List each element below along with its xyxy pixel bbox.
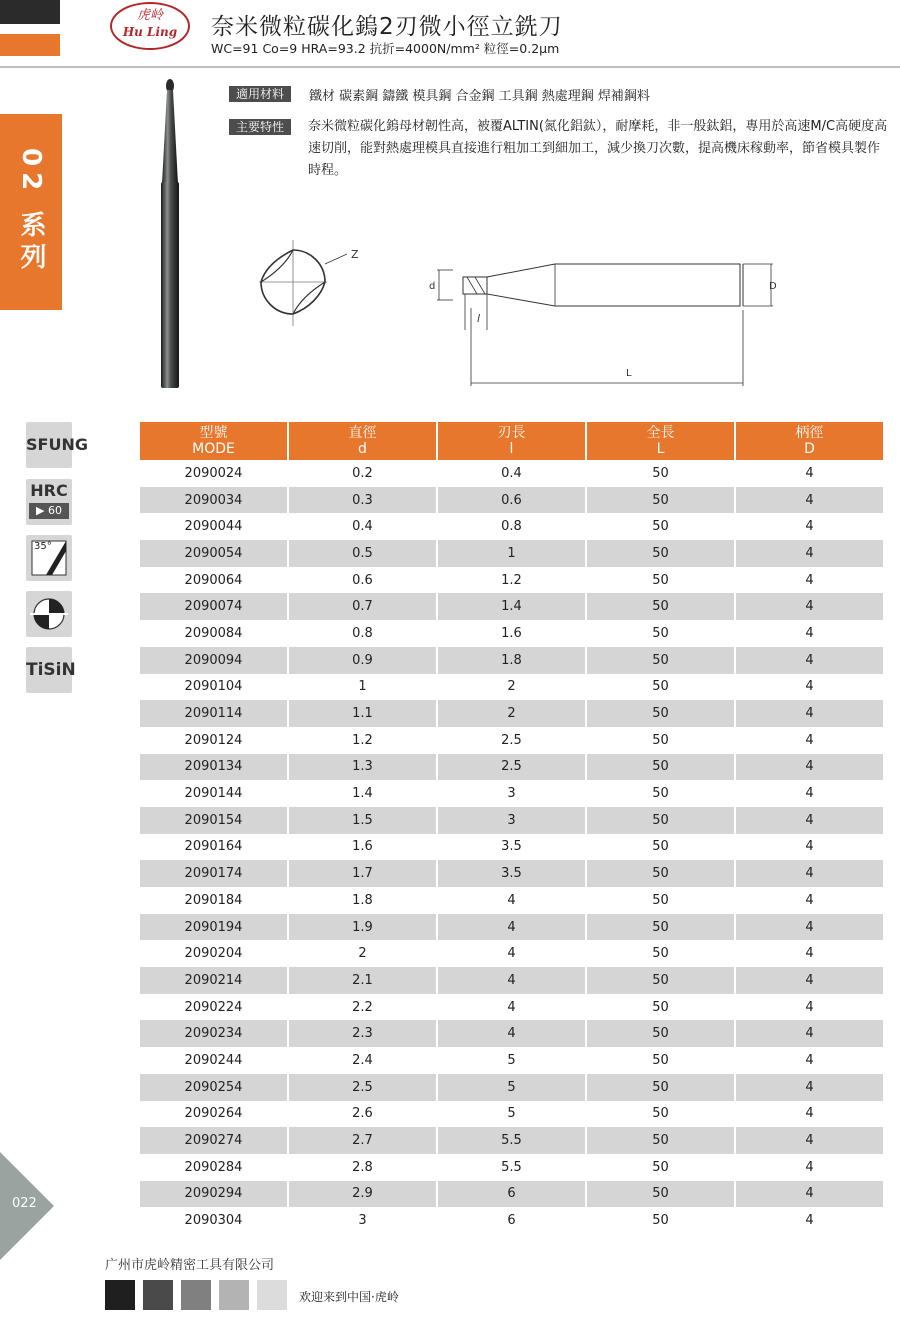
table-cell: 50: [587, 860, 734, 887]
color-swatch: [105, 1280, 135, 1310]
table-cell: 1.3: [289, 754, 436, 781]
table-cell: 50: [652, 465, 669, 481]
table-cell: 4: [736, 807, 883, 834]
table-cell: 1: [438, 540, 585, 567]
table-cell: 3: [438, 807, 585, 834]
table-cell: 50: [587, 914, 734, 941]
table-cell: 50: [652, 892, 669, 908]
table-cell: 5: [507, 1106, 516, 1122]
table-cell: 1.5: [289, 807, 436, 834]
header-dark-bar: [0, 0, 60, 24]
table-cell: 2090294: [140, 1181, 287, 1208]
color-swatch: [219, 1280, 249, 1310]
table-row: [140, 1154, 883, 1181]
table-cell: 3: [358, 1213, 367, 1229]
table-cell: 4: [736, 647, 883, 674]
table-cell: 0.2: [352, 465, 373, 481]
table-row: [140, 700, 883, 727]
table-row: [140, 940, 883, 967]
table-cell: 4: [805, 839, 814, 855]
table-cell: 0.6: [352, 572, 373, 588]
table-cell: 4: [736, 540, 883, 567]
header-divider: [0, 66, 900, 68]
table-cell: 50: [652, 1213, 669, 1229]
table-cell: 4: [507, 892, 516, 908]
table-cell: 4: [736, 1020, 883, 1047]
table-cell: 2090224: [184, 999, 243, 1015]
table-cell: 2090054: [140, 540, 287, 567]
col-header-diameter: 直徑 d: [289, 422, 436, 460]
table-cell: 5: [438, 1074, 585, 1101]
table-row: [140, 593, 883, 620]
table-cell: 50: [652, 732, 669, 748]
table-cell: 4: [736, 914, 883, 941]
table-cell: 2.3: [289, 1020, 436, 1047]
table-cell: 4: [736, 860, 883, 887]
table-cell: 2090234: [140, 1020, 287, 1047]
table-cell: 50: [587, 807, 734, 834]
table-cell: 2090084: [184, 625, 243, 641]
table-cell: 4: [736, 1127, 883, 1154]
table-row: [140, 780, 883, 807]
table-cell: 4: [736, 967, 883, 994]
features-text: 奈米微粒碳化鎢母材韌性高，被覆ALTIN(氮化鋁鈦），耐摩耗，非一般鈦鋁，專用於高速M/C高硬度高速切削，能對熱處理模具直接進行粗加工到細加工，減少換刀次數，提高機床稼動率，節省模具製作時程。: [308, 119, 888, 178]
page-number: 022: [12, 1196, 37, 1211]
table-cell: 0.8: [352, 625, 373, 641]
table-cell: 2090034: [140, 487, 287, 514]
table-cell: 2090214: [140, 967, 287, 994]
table-cell: 2090284: [184, 1159, 243, 1175]
table-row: [140, 1181, 883, 1208]
table-cell: 50: [587, 967, 734, 994]
tisin-coating-icon: TiSiN: [26, 647, 72, 693]
table-cell: 4: [736, 754, 883, 781]
table-cell: 50: [587, 487, 734, 514]
page-title: 奈米微粒碳化鎢2刃微小徑立銑刀: [211, 14, 563, 40]
table-cell: 0.4: [501, 465, 522, 481]
table-row: [140, 674, 883, 701]
table-cell: 1.7: [289, 860, 436, 887]
materials-text: 鐵材 碳素鋼 鑄鐵 模具鋼 合金鋼 工具鋼 熱處理鋼 焊補鋼料: [309, 89, 650, 104]
table-cell: 1.4: [438, 593, 585, 620]
table-row: [140, 860, 883, 887]
end-mill-photo: [150, 74, 200, 394]
table-row: [140, 620, 883, 647]
table-cell: 2090074: [140, 593, 287, 620]
table-row: [140, 1101, 883, 1128]
flute-icon: [26, 591, 72, 637]
table-cell: 4: [805, 572, 814, 588]
col-header-shank-diameter: 柄徑 D: [736, 422, 883, 460]
helix-angle-icon: 35°: [26, 535, 72, 581]
header-orange-bar: [0, 34, 60, 56]
table-row: [140, 1207, 883, 1234]
table-cell: 2.5: [289, 1074, 436, 1101]
table-cell: 2090174: [140, 860, 287, 887]
table-cell: 4: [805, 892, 814, 908]
table-row: [140, 834, 883, 861]
table-cell: 4: [438, 967, 585, 994]
table-cell: 50: [587, 593, 734, 620]
table-cell: 2090044: [184, 519, 243, 535]
table-cell: 2.1: [289, 967, 436, 994]
table-cell: 2090304: [184, 1213, 243, 1229]
table-cell: 4: [736, 1074, 883, 1101]
table-cell: 2090264: [184, 1106, 243, 1122]
welcome-text: 欢迎来到中国·虎岭: [299, 1290, 399, 1304]
table-cell: 50: [587, 647, 734, 674]
table-cell: 4: [438, 914, 585, 941]
table-cell: 4: [805, 946, 814, 962]
color-swatch: [257, 1280, 287, 1310]
table-cell: 5.5: [501, 1159, 522, 1175]
table-row: [140, 727, 883, 754]
table-cell: 2090194: [140, 914, 287, 941]
table-cell: 0.6: [438, 487, 585, 514]
table-cell: 2.7: [289, 1127, 436, 1154]
z-label: Z: [351, 248, 359, 261]
table-row: [140, 1127, 883, 1154]
table-cell: 1.6: [501, 625, 522, 641]
col-header-model: 型號 MODE: [140, 422, 287, 460]
table-cell: 2090094: [140, 647, 287, 674]
table-cell: 50: [652, 1159, 669, 1175]
table-cell: 2.2: [352, 999, 373, 1015]
table-cell: 2090244: [184, 1052, 243, 1068]
table-cell: 4: [438, 1020, 585, 1047]
table-cell: 2090204: [184, 946, 243, 962]
col-header-overall-length: 全長 L: [587, 422, 734, 460]
table-cell: 4: [805, 625, 814, 641]
table-row: [140, 1020, 883, 1047]
table-row: [140, 1074, 883, 1101]
col-header-flute-length: 刃長 l: [438, 422, 585, 460]
table-cell: 50: [652, 999, 669, 1015]
table-cell: 6: [507, 1213, 516, 1229]
table-cell: 2090024: [184, 465, 243, 481]
table-cell: 2090144: [184, 786, 243, 802]
table-cell: 4: [805, 1052, 814, 1068]
table-cell: 6: [438, 1181, 585, 1208]
table-cell: 50: [587, 1181, 734, 1208]
table-cell: 4: [507, 999, 516, 1015]
table-cell: 0.5: [289, 540, 436, 567]
table-cell: 2.6: [352, 1106, 373, 1122]
table-cell: 2.9: [289, 1181, 436, 1208]
table-cell: 1.2: [501, 572, 522, 588]
table-cell: 4: [805, 465, 814, 481]
table-cell: 4: [805, 732, 814, 748]
table-cell: 1.9: [289, 914, 436, 941]
l-label: l: [477, 312, 481, 325]
table-row: [140, 540, 883, 567]
features-tag: 主要特性: [229, 119, 291, 135]
table-cell: 2: [507, 679, 516, 695]
table-cell: 50: [587, 1127, 734, 1154]
side-view-diagram: [425, 240, 785, 390]
table-row: [140, 754, 883, 781]
table-cell: 2.4: [352, 1052, 373, 1068]
table-cell: 1.8: [352, 892, 373, 908]
table-cell: 4: [736, 1181, 883, 1208]
table-cell: 4: [736, 700, 883, 727]
table-row: [140, 887, 883, 914]
table-cell: 50: [652, 1106, 669, 1122]
table-cell: 50: [587, 700, 734, 727]
table-cell: 2.8: [352, 1159, 373, 1175]
table-cell: 5: [507, 1052, 516, 1068]
company-name: 广州市虎岭精密工具有限公司: [105, 1258, 275, 1273]
table-cell: 4: [805, 679, 814, 695]
table-cell: 4: [507, 946, 516, 962]
table-cell: 1.8: [438, 647, 585, 674]
table-cell: 0.4: [352, 519, 373, 535]
table-cell: 3.5: [438, 860, 585, 887]
table-cell: 2.5: [438, 754, 585, 781]
table-cell: 1.4: [352, 786, 373, 802]
table-row: [140, 487, 883, 514]
cross-section-diagram: [255, 238, 365, 330]
table-cell: 50: [652, 572, 669, 588]
product-table: [138, 422, 885, 1234]
table-cell: 1.6: [352, 839, 373, 855]
table-row: [140, 807, 883, 834]
table-cell: 50: [652, 519, 669, 535]
table-cell: 50: [587, 540, 734, 567]
table-cell: 1.1: [289, 700, 436, 727]
table-body: [140, 460, 883, 1234]
table-cell: 50: [587, 1020, 734, 1047]
hrc-icon: HRC ▶ 60: [26, 479, 72, 525]
table-cell: 2090254: [140, 1074, 287, 1101]
table-cell: 50: [652, 946, 669, 962]
materials-tag: 適用材料: [229, 86, 291, 102]
table-cell: 2090134: [140, 754, 287, 781]
table-row: [140, 460, 883, 487]
table-row: [140, 914, 883, 941]
table-cell: 0.7: [289, 593, 436, 620]
table-cell: 50: [652, 625, 669, 641]
sfung-icon: SFUNG: [26, 422, 72, 468]
series-tab: 02 系列: [0, 114, 62, 310]
table-cell: 4: [805, 1159, 814, 1175]
table-cell: 3: [507, 786, 516, 802]
table-cell: 4: [736, 593, 883, 620]
page-subtitle: WC=91 Co=9 HRA=93.2 抗折=4000N/mm² 粒徑=0.2μm: [211, 41, 560, 56]
table-cell: 2090164: [184, 839, 243, 855]
table-cell: 2090104: [184, 679, 243, 695]
table-cell: 4: [736, 487, 883, 514]
table-cell: 2090154: [140, 807, 287, 834]
table-cell: 4: [805, 786, 814, 802]
table-cell: 4: [805, 999, 814, 1015]
table-cell: 4: [805, 1106, 814, 1122]
table-cell: 0.9: [289, 647, 436, 674]
table-row: [140, 513, 883, 540]
L-label: L: [626, 368, 632, 379]
table-cell: 4: [805, 1213, 814, 1229]
table-cell: 2: [358, 946, 367, 962]
table-cell: 50: [652, 1052, 669, 1068]
table-cell: 2090184: [184, 892, 243, 908]
D-label: D: [769, 281, 777, 292]
table-cell: 50: [652, 679, 669, 695]
table-cell: 0.3: [289, 487, 436, 514]
table-cell: 50: [587, 1074, 734, 1101]
table-cell: 50: [587, 754, 734, 781]
table-cell: 50: [652, 786, 669, 802]
table-cell: 1: [358, 679, 367, 695]
table-cell: 0.8: [501, 519, 522, 535]
color-swatch: [143, 1280, 173, 1310]
table-cell: 2090274: [140, 1127, 287, 1154]
table-cell: 4: [805, 519, 814, 535]
table-cell: 2090114: [140, 700, 287, 727]
table-cell: 2: [438, 700, 585, 727]
d-label: d: [429, 281, 436, 292]
brand-logo: 虎岭 Hu Ling: [110, 2, 190, 50]
table-cell: 50: [652, 839, 669, 855]
table-cell: 2090124: [184, 732, 243, 748]
color-swatch: [181, 1280, 211, 1310]
table-cell: 2090064: [184, 572, 243, 588]
table-cell: 3.5: [501, 839, 522, 855]
table-cell: 1.2: [352, 732, 373, 748]
table-row: [140, 994, 883, 1021]
table-header-row: [140, 422, 883, 460]
table-row: [140, 567, 883, 594]
table-cell: 5.5: [438, 1127, 585, 1154]
table-row: [140, 647, 883, 674]
table-cell: 2.5: [501, 732, 522, 748]
table-row: [140, 1047, 883, 1074]
table-row: [140, 967, 883, 994]
